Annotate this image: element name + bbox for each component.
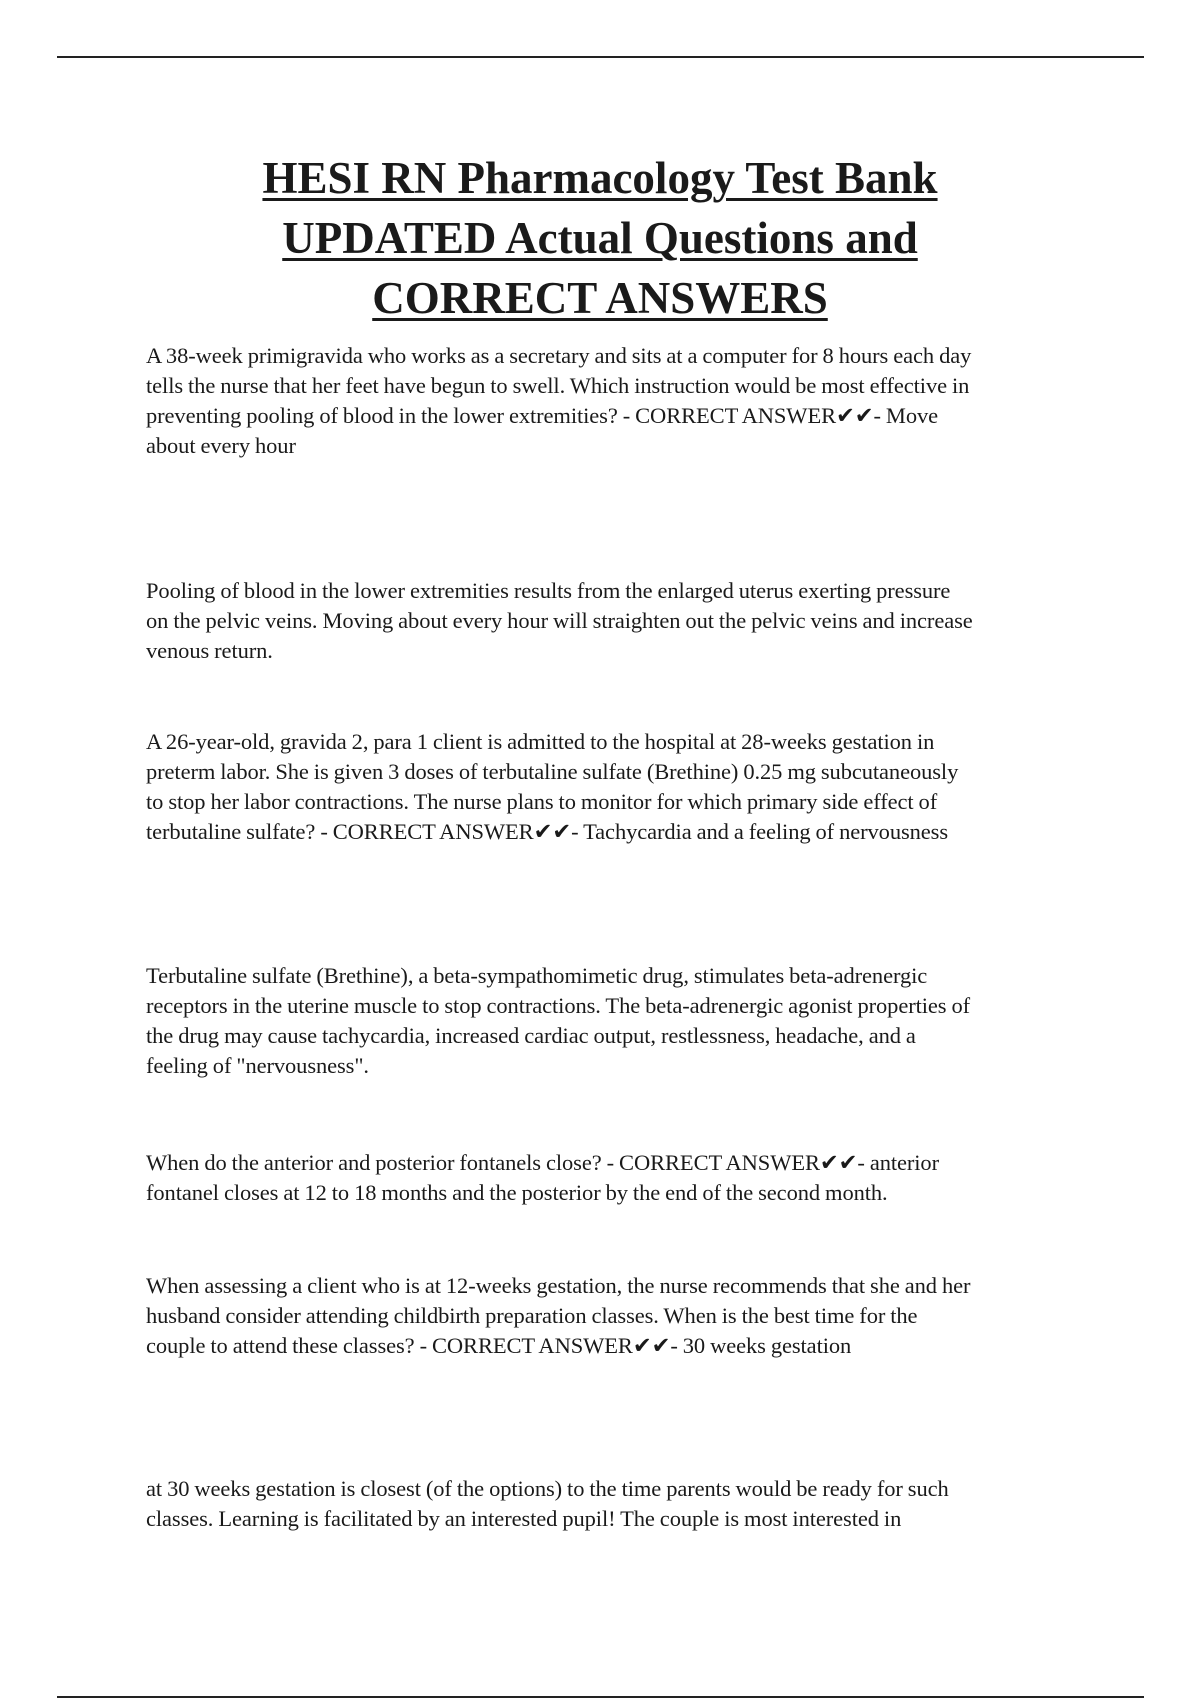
title-line-3: CORRECT ANSWERS xyxy=(372,273,828,323)
question-paragraph-4 xyxy=(146,1271,1066,1361)
text-line: When do the anterior and posterior fontanels close? - CORRECT ANSWER✔✔- anterior xyxy=(146,1150,939,1175)
text-line: on the pelvic veins. Moving about every hour will straighten out the pelvic veins and increase xyxy=(146,608,973,633)
text-line: Terbutaline sulfate (Brethine), a beta-sympathomimetic drug, stimulates beta-adrenergic xyxy=(146,963,928,988)
text-line: A 26-year-old, gravida 2, para 1 client is admitted to the hospital at 28-weeks gestation in xyxy=(146,729,935,754)
question-paragraph-1 xyxy=(146,341,1066,461)
document-title xyxy=(145,148,1055,328)
text-line: classes. Learning is facilitated by an interested pupil! The couple is most interested in xyxy=(146,1506,902,1531)
text-line: to stop her labor contractions. The nurse plans to monitor for which primary side effect of xyxy=(146,789,938,814)
text-line: preterm labor. She is given 3 doses of terbutaline sulfate (Brethine) 0.25 mg subcutaneously xyxy=(146,759,959,784)
text-line: tells the nurse that her feet have begun to swell. Which instruction would be most effective in xyxy=(146,373,970,398)
text-line: receptors in the uterine muscle to stop contractions. The beta-adrenergic agonist properties of xyxy=(146,993,971,1018)
text-line: fontanel closes at 12 to 18 months and the posterior by the end of the second month. xyxy=(146,1180,888,1205)
text-line: husband consider attending childbirth preparation classes. When is the best time for the xyxy=(146,1303,918,1328)
text-line: feeling of "nervousness". xyxy=(146,1053,369,1078)
text-line: A 38-week primigravida who works as a secretary and sits at a computer for 8 hours each day xyxy=(146,343,972,368)
bottom-rule xyxy=(57,1696,1144,1698)
question-paragraph-3 xyxy=(146,1148,1066,1208)
text-line: at 30 weeks gestation is closest (of the options) to the time parents would be ready for such xyxy=(146,1476,949,1501)
text-line: When assessing a client who is at 12-weeks gestation, the nurse recommends that she and her xyxy=(146,1273,971,1298)
rationale-paragraph-3 xyxy=(146,1474,1066,1534)
rationale-paragraph-2 xyxy=(146,961,1066,1081)
text-line: couple to attend these classes? - CORRECT ANSWER✔✔- 30 weeks gestation xyxy=(146,1333,852,1358)
text-line: venous return. xyxy=(146,638,273,663)
text-line: preventing pooling of blood in the lower extremities? - CORRECT ANSWER✔✔- Move xyxy=(146,403,939,428)
text-line: the drug may cause tachycardia, increased cardiac output, restlessness, headache, and a xyxy=(146,1023,916,1048)
text-line: terbutaline sulfate? - CORRECT ANSWER✔✔- Tachycardia and a feeling of nervousness xyxy=(146,819,948,844)
title-line-2: UPDATED Actual Questions and xyxy=(282,213,918,263)
top-rule xyxy=(57,56,1144,58)
question-paragraph-2 xyxy=(146,727,1066,847)
rationale-paragraph-1 xyxy=(146,576,1066,666)
text-line: Pooling of blood in the lower extremities results from the enlarged uterus exerting pressure xyxy=(146,578,951,603)
text-line: about every hour xyxy=(146,433,296,458)
title-line-1: HESI RN Pharmacology Test Bank xyxy=(262,153,938,203)
